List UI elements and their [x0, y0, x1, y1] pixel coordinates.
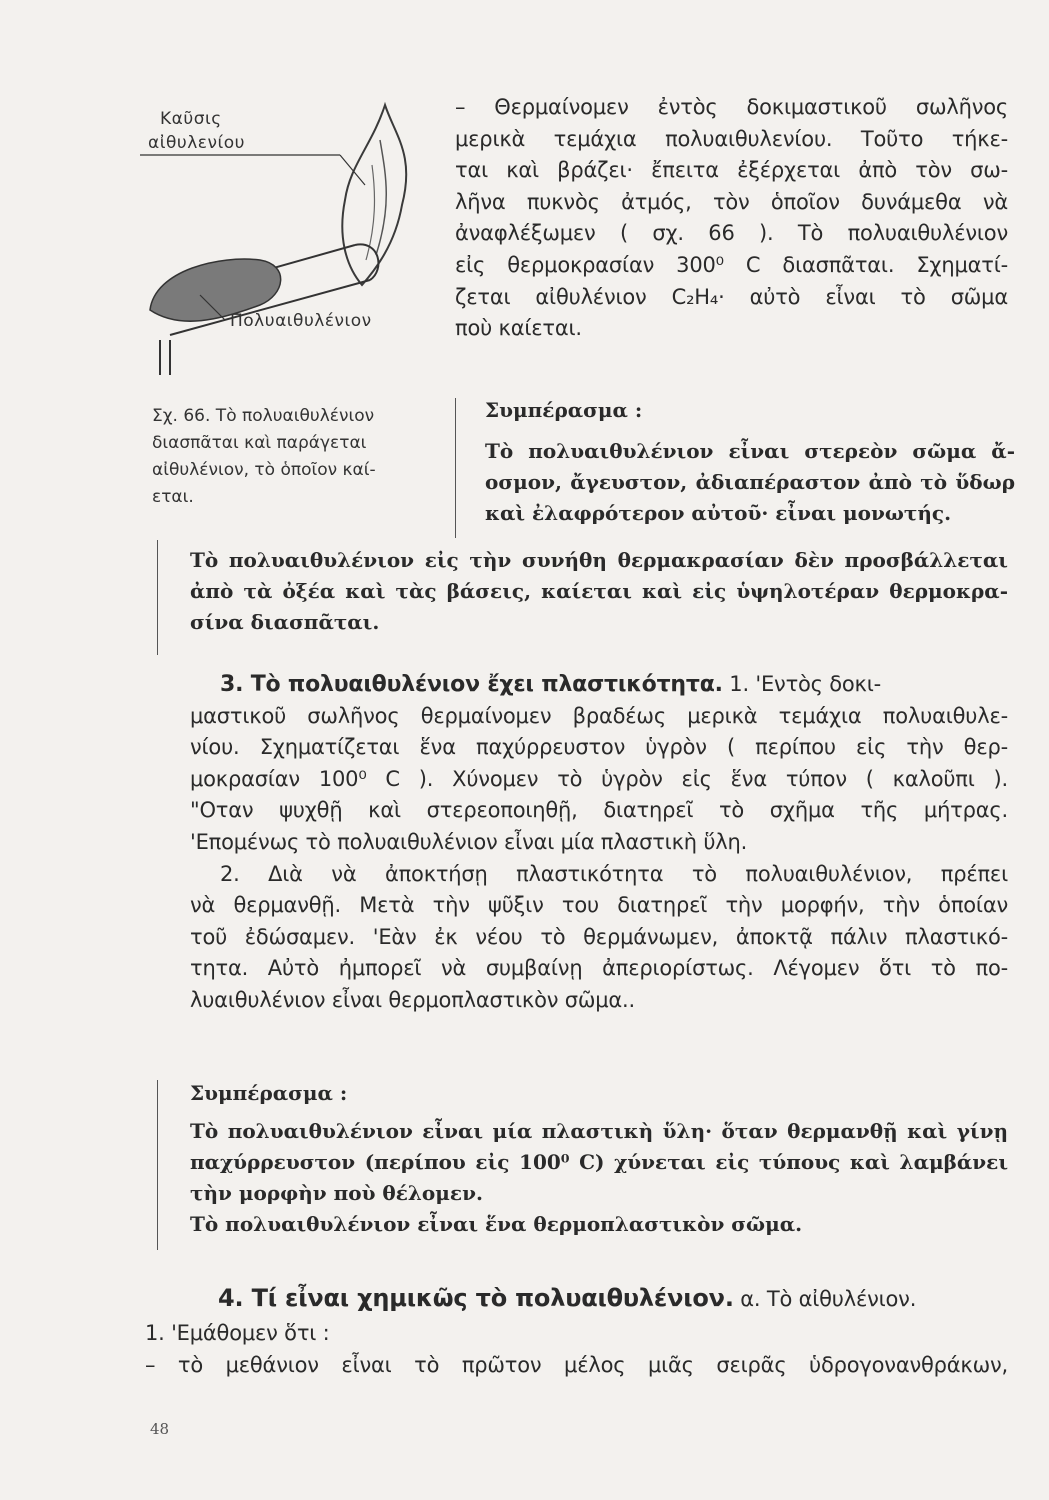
text-line: παχύρρευστον (περίπου εἰς 100⁰ C) χύνεται εἰς τύπους καὶ λαμβάνει	[190, 1150, 1008, 1174]
text-line: λυαιθυλένιον εἶναι θερμοπλαστικὸν σῶμα..	[190, 987, 635, 1012]
page-number: 48	[150, 1420, 170, 1438]
caption-line: διασπᾶται καὶ παράγεται	[152, 433, 367, 453]
text-line: Τὸ πολυαιθυλένιον εἶναι ἕνα θερμοπλαστικὸν σῶμα.	[190, 1212, 803, 1236]
text-line: Τὸ πολυαιθυλένιον εἶναι στερεὸν σῶμα ἄ-	[485, 439, 1015, 463]
text-line: μαστικοῦ σωλῆνος θερμαίνομεν βραδέως μερικὰ τεμάχια πολυαιθυλε-	[190, 703, 1008, 728]
text-line: σίνα διασπᾶται.	[190, 610, 380, 634]
figure-66	[140, 95, 440, 395]
figure-label-polyethylene: Πολυαιθυλένιον	[230, 311, 372, 331]
conclusion-rule	[455, 398, 456, 538]
section-4-first-line	[190, 1280, 1008, 1317]
text-line: ποὺ καίεται.	[455, 316, 582, 341]
text-line: ἀναφλέξωμεν ( σχ. 66 ). Τὸ πολυαιθυλένιον	[455, 221, 1008, 246]
caption-line: αἰθυλένιον, τὸ ὁποῖον καί-	[152, 460, 376, 480]
caption-line: Σχ. 66. Τὸ πολυαιθυλένιον	[152, 406, 375, 426]
conclusion-title: Συμπέρασμα :	[190, 1081, 348, 1105]
text-line: – Θερμαίνομεν ἐντὸς δοκιμαστικοῦ σωλῆνος	[455, 95, 1008, 119]
text-line: Τὸ πολυαιθυλένιον εἶναι μία πλαστικὴ ὕλη· ὅταν θερμανθῇ καὶ γίνῃ	[190, 1119, 1008, 1143]
section-3	[190, 669, 1008, 1017]
text-line: μερικὰ τεμάχια πολυαιθυλενίου. Τοῦτο τήκε-	[455, 126, 1008, 151]
text-line: τοῦ ἐδώσαμεν. 'Εὰν ἐκ νέου τὸ θερμάνωμεν, ἀποκτᾷ πάλιν πλαστικό-	[190, 924, 1008, 949]
conclusion-box-1	[485, 395, 1015, 529]
conclusion-title: Συμπέρασμα :	[485, 398, 643, 422]
caption-line: εται.	[152, 487, 194, 507]
section-4-heading: 4. Τί εἶναι χημικῶς τὸ πολυαιθυλένιον.	[218, 1284, 734, 1312]
section-4-body	[145, 1318, 1008, 1381]
figure-label-ethylene: αἰθυλενίου	[148, 133, 245, 153]
text-line: – τὸ μεθάνιον εἶναι τὸ πρῶτον μέλος μιᾶς σειρᾶς ὑδρογονανθράκων,	[145, 1352, 1008, 1377]
text-line: εἰς θερμοκρασίαν 300⁰ C διασπᾶται. Σχηματί-	[455, 252, 1008, 277]
text-line: ζεται αἰθυλένιον C₂H₄· αὐτὸ εἶναι τὸ σῶμα	[455, 284, 1008, 309]
figure-label-burning: Καῦσις	[160, 109, 222, 129]
conclusion-box-1b	[190, 545, 1008, 638]
text-line: Τὸ πολυαιθυλένιον εἰς τὴν συνήθη θερμακρασίαν δὲν προσβάλλεται	[190, 548, 1008, 572]
figure-caption	[152, 403, 452, 511]
conclusion-box-2	[190, 1078, 1008, 1240]
text-line: ἀπὸ τὰ ὀξέα καὶ τὰς βάσεις, καίεται καὶ εἰς ὑψηλοτέραν θερμοκρα-	[190, 579, 1008, 603]
text-line: 'Επομένως τὸ πολυαιθυλένιον εἶναι μία πλαστικὴ ὕλη.	[190, 829, 748, 854]
text-line: λῆνα πυκνὸς ἀτμός, τὸν ὁποῖον δυνάμεθα νὰ	[455, 189, 1008, 214]
text-line: οσμον, ἄγευστον, ἀδιαπέραστον ἀπὸ τὸ ὕδωρ	[485, 470, 1015, 494]
text-line: νὰ θερμανθῇ. Μετὰ τὴν ψῦξιν του διατηρεῖ τὴν μορφήν, τὴν ὁποίαν	[190, 893, 1008, 918]
intro-paragraph	[455, 92, 1008, 345]
text-line: 2. Διὰ νὰ ἀποκτήσῃ πλαστικότητα τὸ πολυαιθυλένιον, πρέπει	[220, 861, 1008, 886]
conclusion-rule	[157, 1080, 158, 1250]
text-line: 1. 'Εμάθομεν ὅτι :	[145, 1321, 330, 1345]
section-4	[190, 1280, 1008, 1317]
text-line: τὴν μορφὴν ποὺ θέλομεν.	[190, 1181, 483, 1205]
text-line: μοκρασίαν 100⁰ C ). Χύνομεν τὸ ὑγρὸν εἰς ἕνα τύπον ( καλοῦπι ).	[190, 766, 1008, 791]
text-line: τητα. Αὐτὸ ἠμπορεῖ νὰ συμβαίνῃ ἀπεριορίστως. Λέγομεν ὅτι τὸ πο-	[190, 956, 1008, 981]
text-line: ται καὶ βράζει· ἔπειτα ἐξέρχεται ἀπὸ τὸν σω-	[455, 158, 1008, 183]
text-line: νίου. Σχηματίζεται ἕνα παχύρρευστον ὑγρὸν ( περίπου εἰς τὴν θερ-	[190, 735, 1008, 760]
text-line: καὶ ἐλαφρότερον αὐτοῦ· εἶναι μονωτής.	[485, 501, 952, 525]
section-3-first-line	[190, 669, 1008, 701]
section-3-heading: 3. Τὸ πολυαιθυλένιον ἔχει πλαστικότητα.	[220, 672, 723, 697]
conclusion-rule	[157, 540, 158, 655]
section-3-first-line-rest: 1. 'Εντὸς δοκι-	[722, 672, 882, 696]
section-4-heading-rest: α. Τὸ αἰθυλένιον.	[733, 1287, 917, 1311]
text-line: "Οταν ψυχθῇ καὶ στερεοποιηθῇ, διατηρεῖ τὸ σχῆμα τῆς μήτρας.	[190, 798, 1008, 823]
